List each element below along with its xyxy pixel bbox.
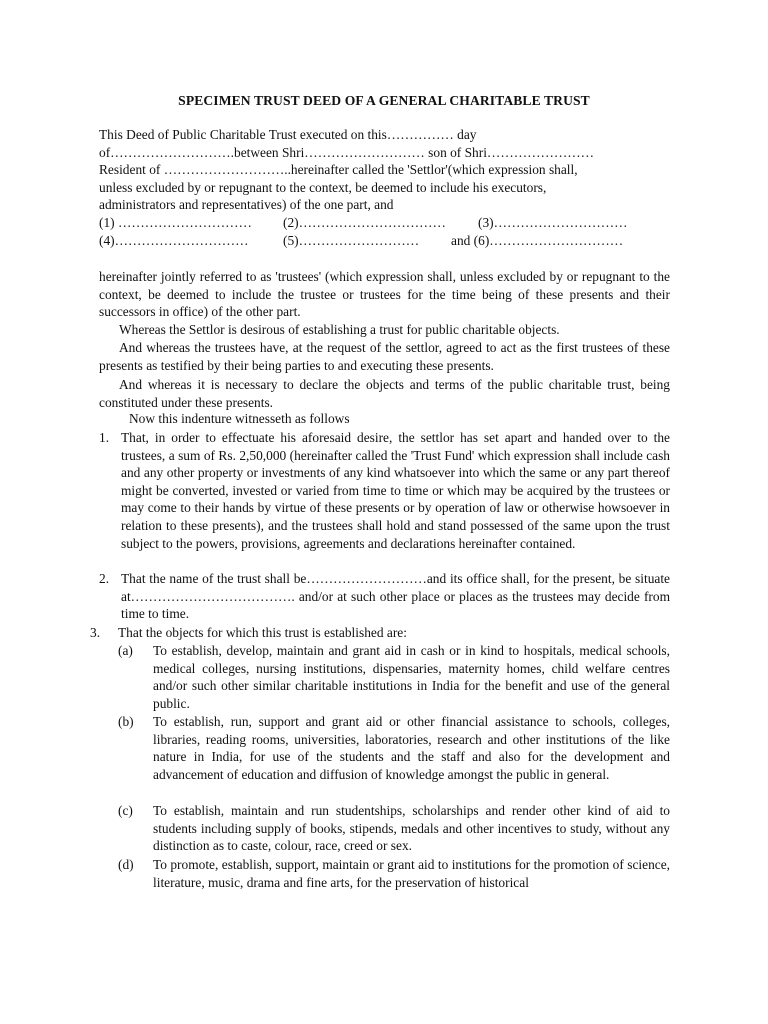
whereas-paragraph-3: And whereas it is necessary to declare the objects and terms of the public charitable trust, being constituted under these presents. bbox=[99, 377, 670, 410]
preamble-line-4: unless excluded by or repugnant to the context, be deemed to include his executors, bbox=[99, 179, 547, 195]
trustee-3-blank: (3)………………………… bbox=[478, 215, 628, 230]
preamble-line-2: of……………………….between Shri……………………… son of Shri…………………… bbox=[99, 144, 595, 160]
clause-number: 2. bbox=[99, 571, 110, 586]
object-d-text: To promote, establish, support, maintain or grant aid to institutions for the promotion of science, literature, music, drama and fine arts, for the preservation of historical bbox=[153, 857, 670, 890]
preamble-line-1: This Deed of Public Charitable Trust executed on this…………… day bbox=[99, 127, 477, 142]
whereas-paragraph-1: Whereas the Settlor is desirous of establishing a trust for public charitable objects. bbox=[119, 322, 560, 337]
preamble-line-5: administrators and representatives) of the one part, and bbox=[99, 197, 394, 213]
clause-2-text: That the name of the trust shall be………………………and its office shall, for the present, be situate at………………………………. and/or at such other place or places as the trustees may decide from time to time. bbox=[121, 571, 670, 622]
trustee-2-blank: (2)…………………………… bbox=[283, 215, 446, 230]
witnesseth-heading: Now this indenture witnesseth as follows bbox=[129, 411, 350, 426]
whereas-paragraph-2: And whereas the trustees have, at the request of the settlor, agreed to act as the first trustees of these presents as testified by their being parties to and executing these presents. bbox=[99, 340, 670, 373]
object-label: (d) bbox=[118, 857, 134, 872]
trustee-6-blank: and (6)………………………… bbox=[451, 233, 624, 248]
trustees-paragraph: hereinafter jointly referred to as 'trustees' (which expression shall, unless excluded by or repugnant to the context, be deemed to include the trustee or trustees for the time being of these presents and their successors in office) of the other part. bbox=[99, 269, 670, 320]
trustee-1-blank: (1) ………………………… bbox=[99, 215, 252, 230]
document-title: SPECIMEN TRUST DEED OF A GENERAL CHARITABLE TRUST bbox=[178, 93, 590, 108]
object-label: (a) bbox=[118, 643, 133, 658]
object-b-text: To establish, run, support and grant aid or other financial assistance to schools, colleges, libraries, reading rooms, universities, laboratories, research and other institutions of the like nature in India, for use of the students and the staff and also for the development and advancement of education and diffusion of knowledge amongst the public in general. bbox=[153, 714, 670, 782]
object-label: (c) bbox=[118, 803, 133, 818]
trustee-4-blank: (4)………………………… bbox=[99, 233, 249, 248]
preamble-line-3: Resident of ………………………..hereinafter called the 'Settlor'(which expression shall, bbox=[99, 162, 578, 178]
object-c-text: To establish, maintain and run studentships, scholarships and render other kind of aid to students including supply of books, stipends, medals and other incentives to study, without any distinction as to caste, colour, race, creed or sex. bbox=[153, 803, 670, 854]
object-label: (b) bbox=[118, 714, 134, 729]
clause-1-text: That, in order to effectuate his aforesaid desire, the settlor has set apart and handed over to the trustees, a sum of Rs. 2,50,000 (hereinafter called the 'Trust Fund' which expression shall include cash and any other property or investments of any kind whatsoever into which the same or any part thereof might be converted, invested or varied from time to time or which may be acquired by the trustees or may come to their hands by virtue of these presents or by operation of law or otherwise howsoever in relation to these presents), and the trustees shall hold and stand possessed of the same upon the trust subject to the powers, provisions, agreements and declarations hereinafter contained. bbox=[121, 430, 670, 551]
preamble bbox=[99, 126, 670, 214]
trustee-5-blank: (5)……………………… bbox=[283, 233, 420, 248]
clause-3-text: That the objects for which this trust is established are: bbox=[118, 625, 407, 640]
object-a-text: To establish, develop, maintain and grant aid in cash or in kind to hospitals, medical schools, medical colleges, nursing institutions, dispensaries, maternity homes, child welfare centres and/or such other similar charitable institutions in India for the benefit and use of the general public. bbox=[153, 643, 670, 711]
clause-number: 3. bbox=[90, 625, 101, 640]
clause-number: 1. bbox=[99, 430, 110, 445]
